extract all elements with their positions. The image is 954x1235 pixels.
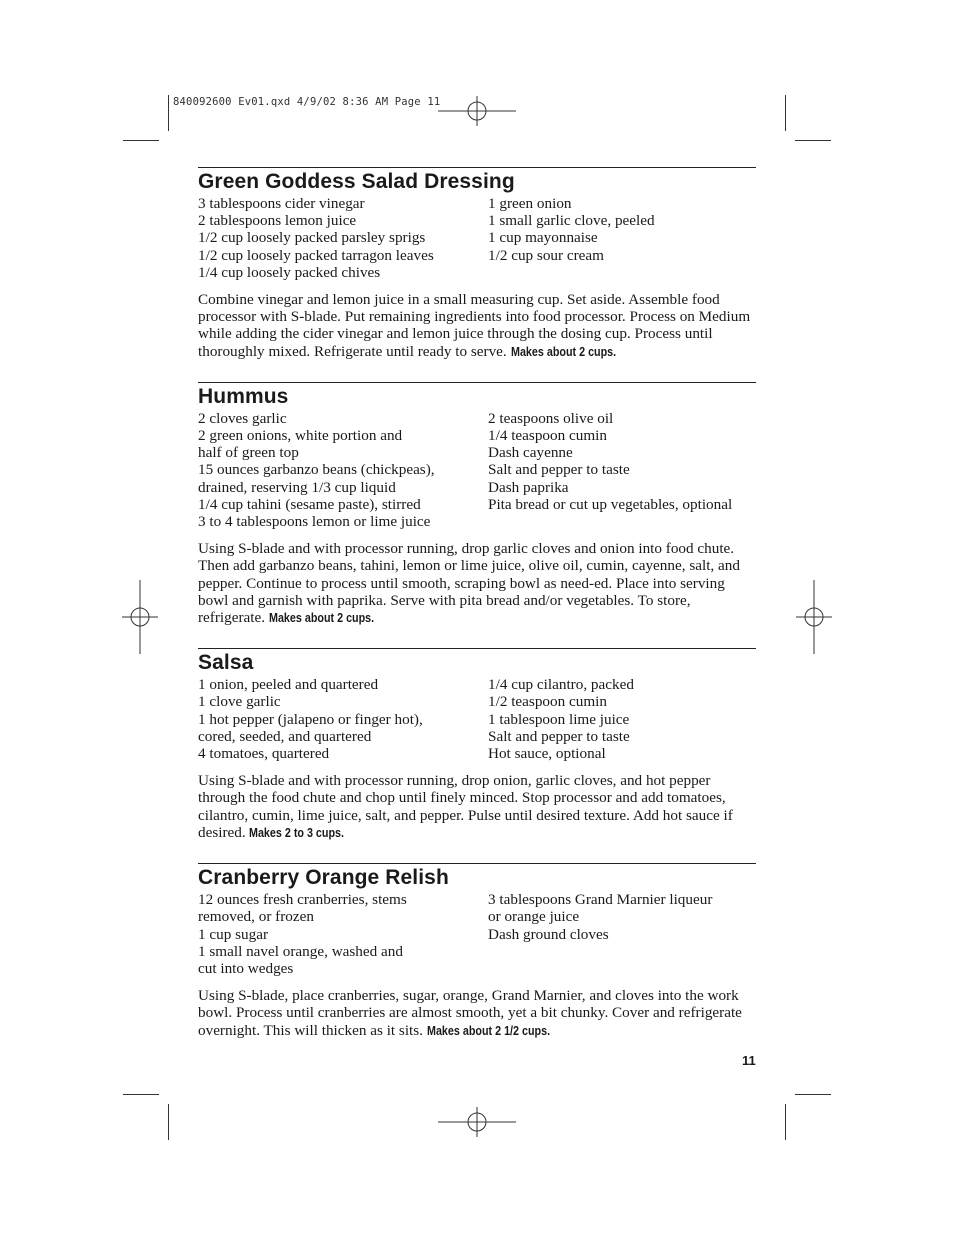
instructions-text: Using S-blade and with processor running, drop onion, garlic cloves, and hot pepper through the food chute and chop until finely minced. Stop processor and add tomatoes, cilantro, cumin, lime juice, salt, and pepper. Pulse until desired texture. Add hot sauce if desired. [198, 772, 733, 841]
crop-mark [123, 1094, 159, 1095]
ingredients [198, 195, 756, 281]
recipe-page [198, 167, 756, 1040]
ingredient: 1/2 cup loosely packed parsley sprigs [198, 229, 426, 247]
ingredient: 3 tablespoons cider vinegar [198, 195, 365, 212]
recipe-title: Green Goddess Salad Dressing [198, 170, 515, 193]
ingredient: Salt and pepper to taste [488, 727, 630, 745]
printer-slug: 840092600 Ev01.qxd 4/9/02 8:36 AM Page 11 [173, 96, 441, 108]
ingredient: 1 green onion [488, 195, 572, 212]
ingredients-left [198, 891, 488, 977]
ingredient-continued: half of green top [198, 444, 299, 462]
ingredient: Dash ground cloves [488, 925, 609, 943]
ingredients [198, 410, 756, 530]
yield: Makes about 2 cups. [510, 344, 616, 359]
ingredients-left [198, 410, 488, 530]
recipe-title: Salsa [198, 651, 254, 675]
ingredient: 1 onion, peeled and quartered [198, 676, 379, 694]
ingredient: 2 teaspoons olive oil [488, 409, 614, 427]
ingredient: 3 tablespoons Grand Marnier liqueur [488, 891, 713, 909]
page-number: 11 [742, 1053, 756, 1068]
ingredient: 1/2 cup sour cream [488, 246, 604, 264]
recipe-title: Hummus [198, 384, 289, 408]
ingredient: Dash paprika [488, 478, 569, 496]
recipe-title: Cranberry Orange Relish [198, 866, 449, 890]
ingredient: 1/4 cup loosely packed chives [198, 263, 381, 281]
ingredient: 1 cup sugar [198, 925, 269, 943]
crop-mark [795, 140, 831, 141]
recipe-cranberry-orange-relish [198, 863, 756, 1040]
recipe-salsa [198, 648, 756, 842]
crop-mark [785, 95, 786, 131]
ingredient: 1/2 teaspoon cumin [488, 693, 607, 711]
ingredient: Pita bread or cut up vegetables, optional [488, 495, 733, 513]
recipe-hummus [198, 382, 756, 627]
ingredient: Dash cayenne [488, 444, 573, 462]
ingredient: 1 cup mayonnaise [488, 229, 598, 247]
ingredient: 1 hot pepper (jalapeno or finger hot), [198, 710, 423, 728]
ingredients-right [488, 195, 756, 281]
instructions [198, 291, 756, 361]
recipe-green-goddess [198, 167, 756, 361]
crop-mark [168, 95, 169, 131]
ingredients [198, 676, 756, 762]
ingredient-continued: cored, seeded, and quartered [198, 727, 372, 745]
ingredient: 1/4 teaspoon cumin [488, 427, 607, 445]
instructions-text: Using S-blade, place cranberries, sugar, orange, Grand Marnier, and cloves into the work bowl. Process until cranberries are almost smooth, yet a bit chunky. Cover and refrigerate overnight. This will thicken as it sits. [198, 987, 742, 1039]
ingredients-right [488, 676, 756, 762]
crop-mark [123, 140, 159, 141]
crop-mark [168, 1104, 169, 1140]
ingredient-continued: drained, reserving 1/3 cup liquid [198, 478, 396, 496]
crop-mark [785, 1104, 786, 1140]
ingredient: 2 cloves garlic [198, 409, 287, 427]
ingredient: 4 tomatoes, quartered [198, 745, 330, 763]
ingredient: 1 tablespoon lime juice [488, 710, 630, 728]
ingredients-left [198, 195, 488, 281]
ingredient: Hot sauce, optional [488, 745, 606, 763]
registration-mark-top [438, 93, 516, 129]
ingredients [198, 891, 756, 977]
instructions [198, 540, 756, 627]
yield: Makes 2 to 3 cups. [249, 825, 345, 840]
ingredient: 15 ounces garbanzo beans (chickpeas), [198, 461, 435, 479]
ingredient: 1/4 cup cilantro, packed [488, 676, 634, 694]
ingredient: 1/4 cup tahini (sesame paste), stirred [198, 495, 421, 513]
ingredient: 2 tablespoons lemon juice [198, 212, 357, 230]
instructions [198, 772, 756, 842]
ingredient-continued: or orange juice [488, 908, 580, 926]
instructions-text: Combine vinegar and lemon juice in a small measuring cup. Set aside. Assemble food processor with S-blade. Put remaining ingredients into food processor. Process on Medium while adding the cider vinegar and lemon juice through the dosing cup. Process until thoroughly mixed. Refrigerate until ready to serve. [198, 291, 751, 360]
ingredient: 1 small navel orange, washed and [198, 942, 403, 960]
ingredient-continued: removed, or frozen [198, 908, 314, 926]
instructions-text: Using S-blade and with processor running, drop garlic cloves and onion into food chute. Then add garbanzo beans, tahini, lemon or lime juice, olive oil, cumin, cayenne, salt, and pepper. Continue to process until smooth, scraping bowl as need-ed. Place into serving bowl and garnish with paprika. Serve with pita bread and/or vegetables. To store, refrigerate. [198, 540, 740, 627]
registration-mark-bottom [438, 1104, 516, 1140]
registration-mark-left [122, 580, 158, 654]
ingredient: 1/2 cup loosely packed tarragon leaves [198, 246, 434, 264]
ingredients-right [488, 891, 756, 977]
ingredient-continued: cut into wedges [198, 959, 294, 977]
registration-mark-right [796, 580, 832, 654]
ingredients-left [198, 676, 488, 762]
ingredient: Salt and pepper to taste [488, 461, 630, 479]
ingredient: 3 to 4 tablespoons lemon or lime juice [198, 513, 431, 531]
yield: Makes about 2 1/2 cups. [426, 1023, 550, 1038]
ingredient: 12 ounces fresh cranberries, stems [198, 891, 407, 909]
ingredient: 2 green onions, white portion and [198, 427, 403, 445]
ingredient: 1 small garlic clove, peeled [488, 212, 655, 230]
instructions [198, 987, 756, 1040]
ingredient: 1 clove garlic [198, 693, 281, 711]
crop-mark [795, 1094, 831, 1095]
yield: Makes about 2 cups. [268, 611, 374, 626]
ingredients-right [488, 410, 756, 530]
